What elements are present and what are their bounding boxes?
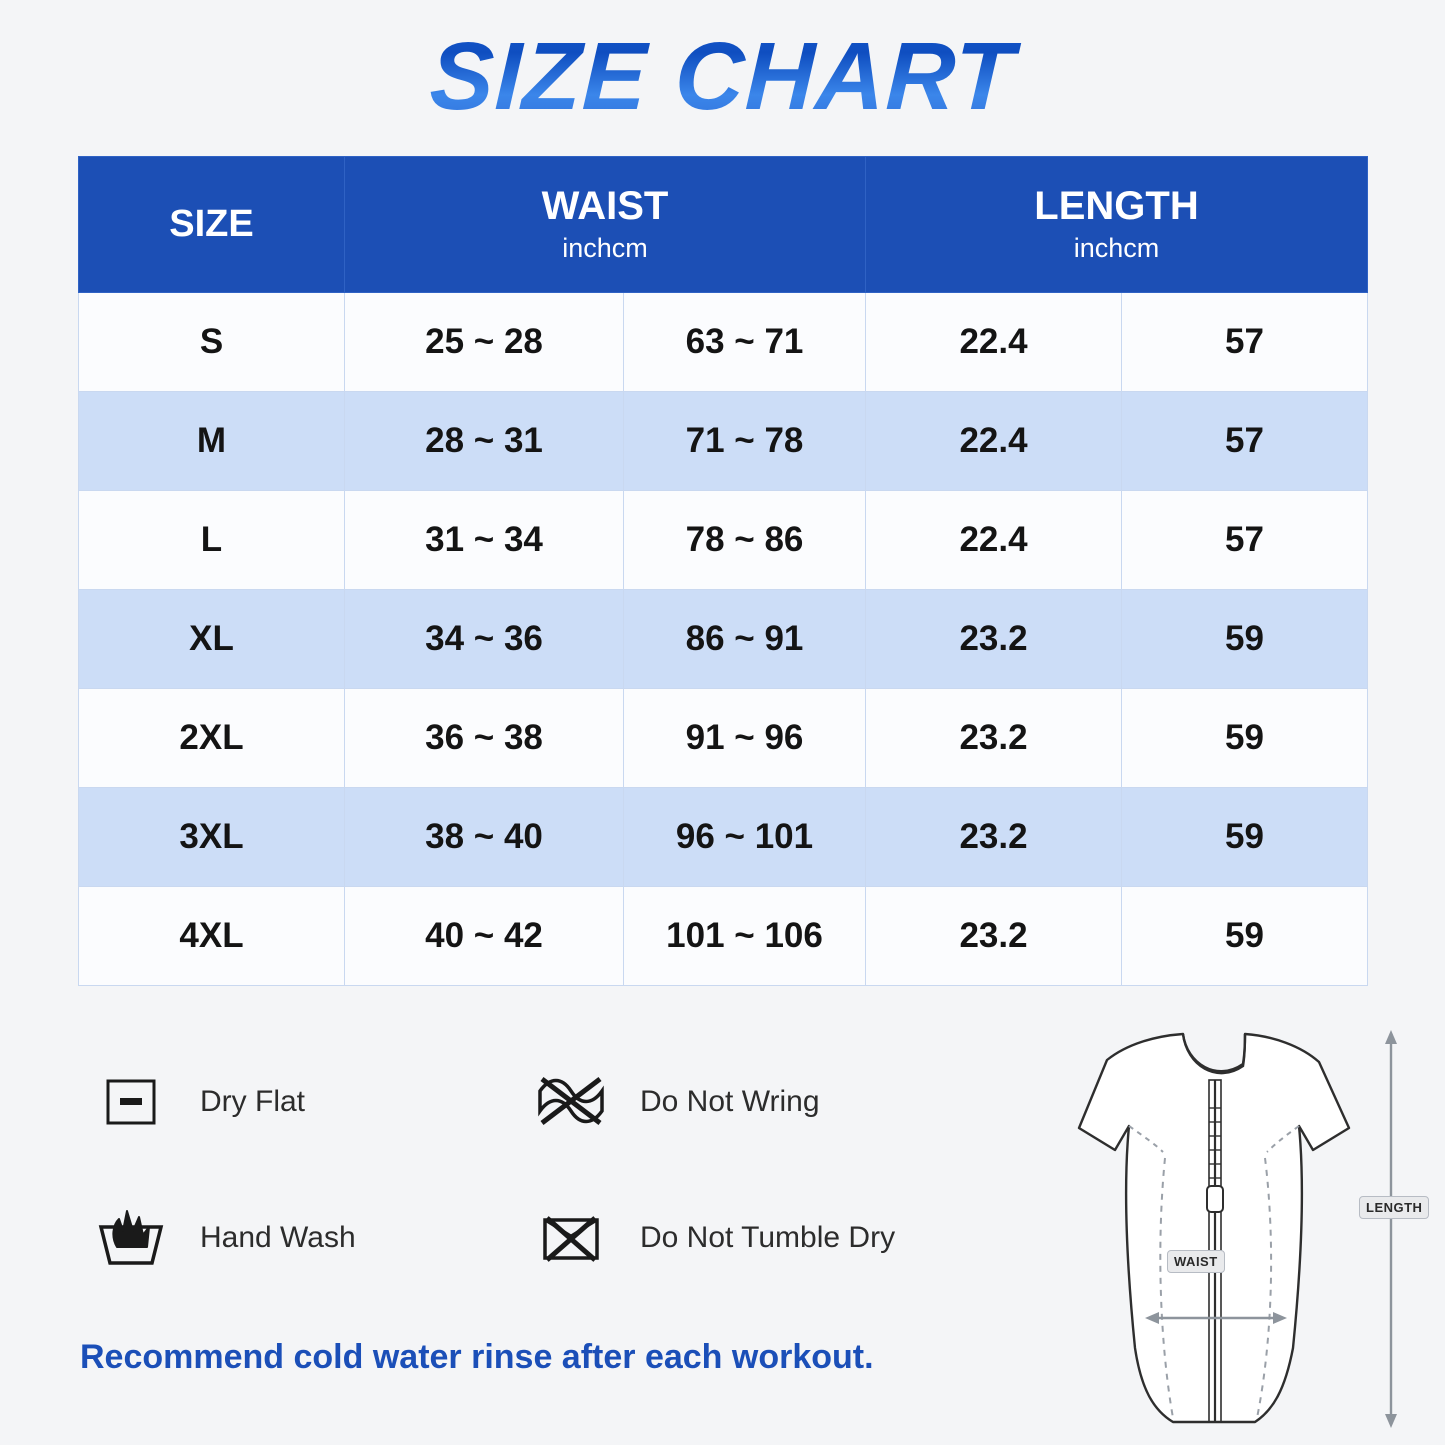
care-label-dry-flat: Dry Flat — [200, 1085, 305, 1118]
cell-waist-cm: 71 ~ 78 — [624, 392, 866, 491]
cell-size: L — [79, 491, 345, 590]
header-length-unit-inch: inch — [1073, 233, 1124, 263]
care-label-do-not-tumble-dry: Do Not Tumble Dry — [640, 1221, 896, 1254]
cell-waist-cm: 63 ~ 71 — [624, 293, 866, 392]
cell-length-cm: 59 — [1122, 788, 1368, 887]
cell-waist-inch: 40 ~ 42 — [345, 887, 624, 986]
cell-waist-cm: 96 ~ 101 — [624, 788, 866, 887]
header-waist-label: WAIST — [541, 184, 669, 228]
cell-size: XL — [79, 590, 345, 689]
care-instructions — [88, 1062, 968, 1334]
hand-wash-icon — [88, 1198, 174, 1278]
cell-waist-cm: 91 ~ 96 — [624, 689, 866, 788]
care-item-do-not-wring — [528, 1062, 968, 1142]
care-item-do-not-tumble-dry — [528, 1198, 968, 1278]
table-row — [79, 392, 1368, 491]
cell-length-inch: 23.2 — [866, 887, 1122, 986]
table-row — [79, 689, 1368, 788]
cell-waist-inch: 25 ~ 28 — [345, 293, 624, 392]
header-waist-unit-inch: inch — [562, 233, 612, 263]
cell-length-cm: 57 — [1122, 293, 1368, 392]
cell-waist-inch: 36 ~ 38 — [345, 689, 624, 788]
care-row-2 — [88, 1198, 968, 1278]
do-not-tumble-dry-icon — [528, 1198, 614, 1278]
table-row — [79, 293, 1368, 392]
cell-length-cm: 59 — [1122, 887, 1368, 986]
header-size-label: SIZE — [169, 203, 254, 245]
table-row — [79, 590, 1368, 689]
cell-length-inch: 23.2 — [866, 689, 1122, 788]
cell-size: M — [79, 392, 345, 491]
cell-size: S — [79, 293, 345, 392]
size-chart-table — [78, 156, 1368, 986]
table-body — [79, 293, 1368, 986]
cell-size: 2XL — [79, 689, 345, 788]
cell-waist-cm: 101 ~ 106 — [624, 887, 866, 986]
table-row — [79, 887, 1368, 986]
care-row-1 — [88, 1062, 968, 1142]
care-label-do-not-wring: Do Not Wring — [640, 1085, 820, 1118]
cell-waist-cm: 86 ~ 91 — [624, 590, 866, 689]
cell-length-inch: 23.2 — [866, 590, 1122, 689]
cell-length-cm: 57 — [1122, 491, 1368, 590]
cell-size: 4XL — [79, 887, 345, 986]
size-chart-table-wrapper — [78, 156, 1367, 986]
length-measurement-tag: LENGTH — [1359, 1196, 1429, 1219]
cell-waist-inch: 38 ~ 40 — [345, 788, 624, 887]
header-length-label: LENGTH — [1034, 184, 1199, 228]
cell-length-cm: 59 — [1122, 689, 1368, 788]
header-size — [79, 157, 345, 293]
cell-waist-cm: 78 ~ 86 — [624, 491, 866, 590]
cell-length-inch: 23.2 — [866, 788, 1122, 887]
table-header-row — [79, 157, 1368, 293]
cell-waist-inch: 34 ~ 36 — [345, 590, 624, 689]
cell-length-inch: 22.4 — [866, 293, 1122, 392]
do-not-wring-icon — [528, 1062, 614, 1142]
header-length-unit-cm: cm — [1123, 233, 1160, 263]
recommendation-text: Recommend cold water rinse after each workout. — [80, 1338, 874, 1376]
care-item-hand-wash — [88, 1198, 528, 1278]
care-label-hand-wash: Hand Wash — [200, 1221, 356, 1254]
table-head — [79, 157, 1368, 293]
care-item-dry-flat — [88, 1062, 528, 1142]
table-row — [79, 788, 1368, 887]
cell-size: 3XL — [79, 788, 345, 887]
page-title: SIZE CHART — [0, 0, 1445, 132]
cell-waist-inch: 28 ~ 31 — [345, 392, 624, 491]
cell-waist-inch: 31 ~ 34 — [345, 491, 624, 590]
cell-length-inch: 22.4 — [866, 392, 1122, 491]
garment-illustration — [987, 1018, 1423, 1438]
header-waist — [345, 157, 866, 293]
header-length — [866, 157, 1368, 293]
cell-length-inch: 22.4 — [866, 491, 1122, 590]
cell-length-cm: 59 — [1122, 590, 1368, 689]
cell-length-cm: 57 — [1122, 392, 1368, 491]
dry-flat-icon — [88, 1062, 174, 1142]
table-row — [79, 491, 1368, 590]
waist-measurement-tag: WAIST — [1167, 1250, 1225, 1273]
header-waist-unit-cm: cm — [611, 233, 648, 263]
